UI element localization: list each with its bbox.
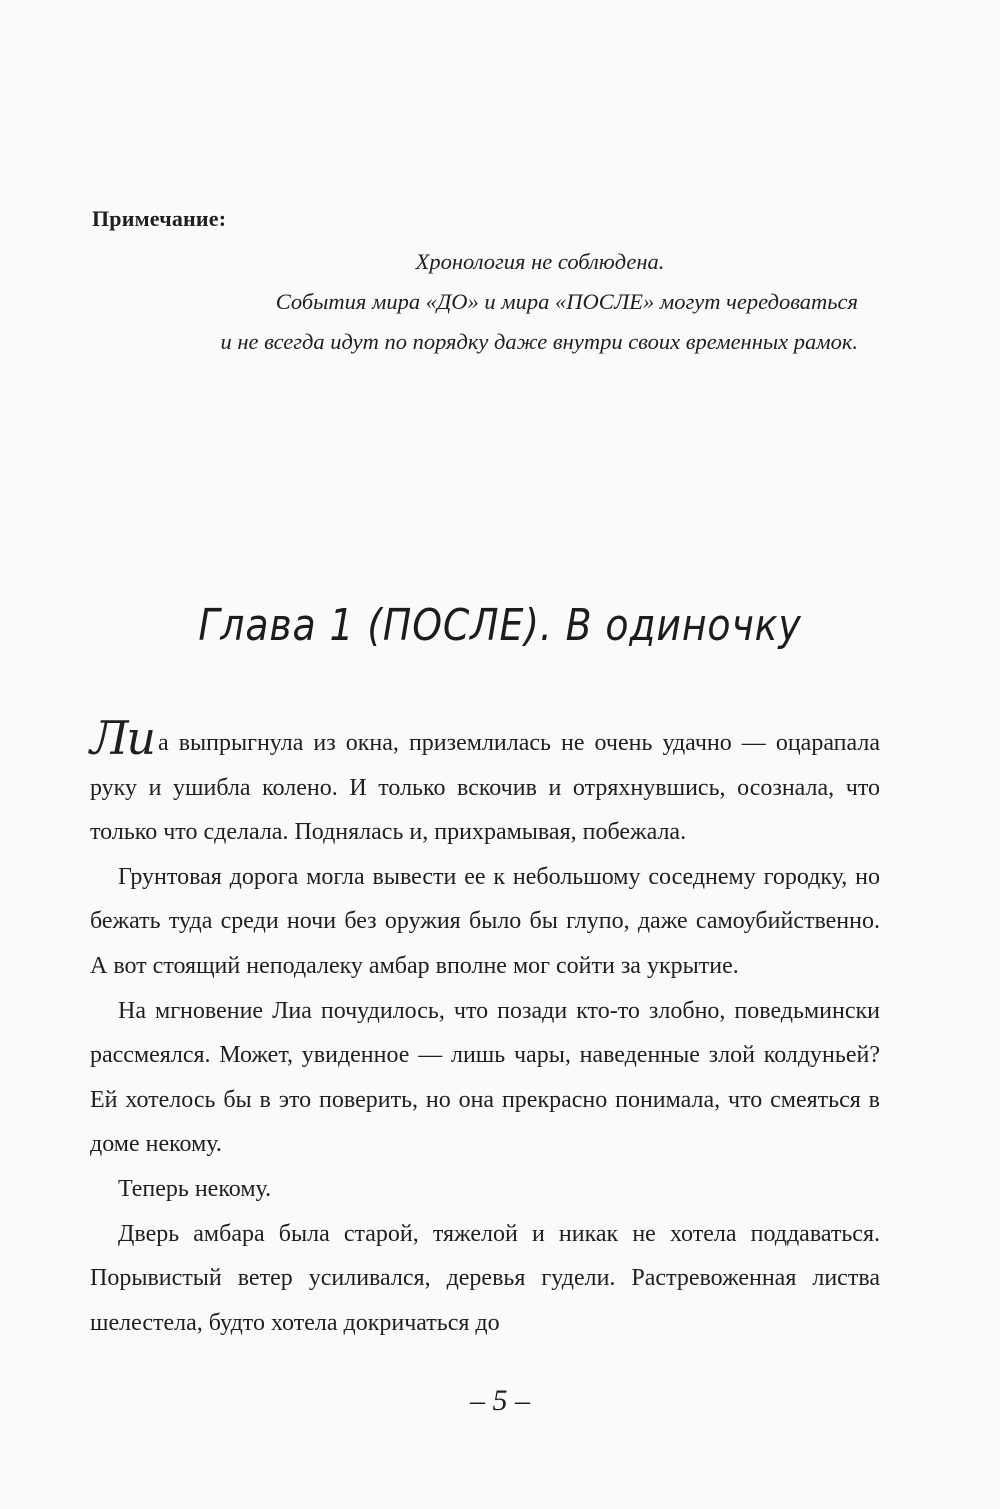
paragraph: Дверь амбара была старой, тяжелой и никак не хотела поддаваться. Порывистый ветер усиливался, деревья гудели. Растревоженная листва шелестела, будто хотела докричаться до — [90, 1220, 880, 1336]
paragraph-text: а выпрыгнула из окна, приземлилась не очень удачно — оцарапала руку и ушибла колено. И только вскочив и отряхнувшись, осознала, что только что сделала. Поднялась и, прихрамывая, побежала. — [90, 730, 880, 846]
paragraph: Теперь некому. — [118, 1175, 272, 1202]
chapter-text — [90, 711, 880, 1345]
note-title: Примечание: — [92, 206, 227, 231]
page-number: – 5 – — [470, 1384, 530, 1417]
paragraph: Грунтовая дорога могла вывести ее к небольшому соседнему городку, но бежать туда среди ночи без оружия было бы глупо, даже самоубийственно. А вот стоящий неподалеку амбар вполне мог сойти за укрытие. — [90, 863, 880, 979]
note-line: и не всегда идут по порядку даже внутри своих временных рамок. — [220, 329, 858, 354]
drop-cap: Ли — [90, 711, 155, 765]
note-line: Хронология не соблюдена. — [415, 249, 665, 274]
note-line: События мира «ДО» и мира «ПОСЛЕ» могут чередоваться — [275, 289, 858, 314]
paragraph: На мгновение Лиа почудилось, что позади кто-то злобно, поведьмински рассмеялся. Может, увиденное — лишь чары, наведенные злой колдуньей? Ей хотелось бы в это поверить, но она прекрасно понимала, что смеяться в доме некому. — [90, 997, 880, 1158]
note-block — [92, 206, 872, 362]
paragraph — [90, 711, 880, 855]
chapter-title: Глава 1 (ПОСЛЕ). В одиночку — [198, 600, 802, 651]
